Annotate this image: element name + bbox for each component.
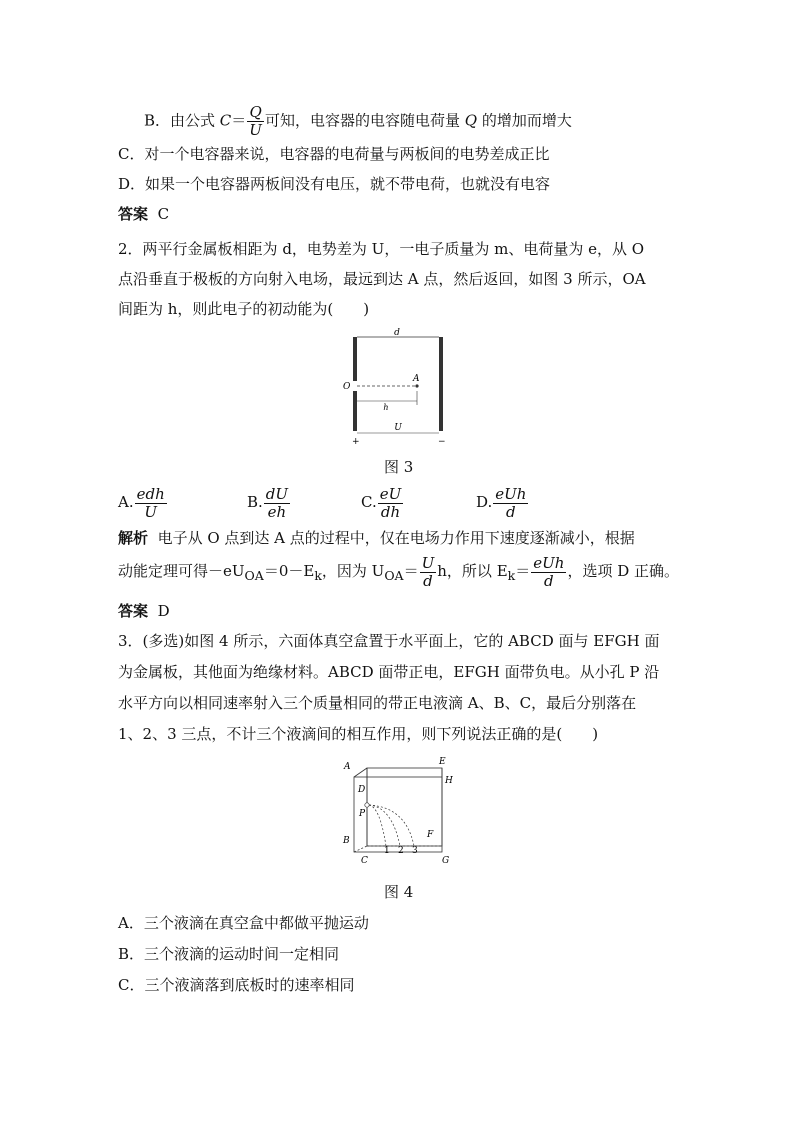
figure-3-capacitor-diagram — [340, 325, 455, 445]
q2-option-c: C. $\frac{eU}{dh}$ — [361, 484, 402, 521]
fig4-label-f: F — [427, 830, 434, 840]
q1-option-b: B．由公式 C＝ $\frac{Q}{U}$ 可知，电容器的电容随电荷量 Q 的增加而增大 — [144, 103, 572, 139]
q2-option-a: A. $\frac{\text{edh}}{U}$ — [118, 484, 165, 521]
fig3-label-a: A — [413, 374, 420, 384]
fig4-label-b: B — [343, 836, 350, 846]
q3-stem-line1: 3．(多选)如图 4 所示，六面体真空盒置于水平面上，它的 ABCD 面与 EFGH 面 — [118, 632, 660, 650]
q3-option-c: C．三个液滴落到底板时的速率相同 — [118, 976, 355, 994]
fig4-label-e: E — [439, 757, 446, 767]
figure-4-caption: 图 4 — [384, 883, 414, 901]
q2-option-b: B. $\frac{dU}{eh}$ — [247, 484, 289, 521]
fig4-point-3: 3 — [412, 846, 418, 856]
fig3-label-minus: − — [438, 437, 446, 445]
q1-option-d: D．如果一个电容器两板间没有电压，就不带电荷，也就没有电容 — [118, 175, 551, 193]
figure-3-caption: 图 3 — [384, 458, 414, 476]
fig3-label-plus: + — [352, 437, 360, 445]
fig3-label-d: d — [394, 328, 400, 338]
fig3-label-u: U — [394, 423, 402, 433]
q3-option-b: B．三个液滴的运动时间一定相同 — [118, 945, 340, 963]
figure-4-box-diagram — [338, 755, 458, 870]
q2-stem-line1: 2．两平行金属板相距为 d，电势差为 U，一电子质量为 m、电荷量为 e，从 O — [118, 240, 645, 258]
q3-option-a: A．三个液滴在真空盒中都做平抛运动 — [118, 914, 369, 932]
fig4-label-h: H — [445, 776, 453, 786]
fig3-label-h: h — [383, 403, 389, 412]
q3-stem-line3: 水平方向以相同速率射入三个质量相同的带正电液滴 A、B、C，最后分别落在 — [118, 694, 637, 712]
fig3-label-o: O — [343, 382, 351, 392]
q2-answer: 答案 D — [118, 602, 170, 620]
q2-option-d: D. $\frac{\text{eUh}}{d}$ — [476, 484, 527, 521]
fig4-label-a: A — [344, 762, 351, 772]
q2-analysis-line2: 动能定理可得$-eU_{OA}=0-E_k$，因为 $U_{OA}=$ $\frac{U}{d}$ h，所以 $E_k=$ $\frac{\text{eUh}}{d}$ ，选项 D 正确。 — [118, 553, 680, 590]
q1-option-c: C．对一个电容器来说，电容器的电荷量与两板间的电势差成正比 — [118, 145, 550, 163]
q1-fraction: $\frac{Q}{U}$ — [249, 103, 262, 139]
fig4-point-1: 1 — [384, 846, 390, 856]
fig4-label-c: C — [361, 856, 368, 866]
q3-stem-line4: 1、2、3 三点，不计三个液滴间的相互作用，则下列说法正确的是( ) — [118, 725, 599, 743]
q2-stem-line3: 间距为 h，则此电子的初动能为( ) — [118, 300, 370, 318]
q2-analysis-line1: 解析 电子从 O 点到达 A 点的过程中，仅在电场力作用下速度逐渐减小，根据 — [118, 529, 635, 547]
fig4-label-g: G — [442, 856, 450, 866]
q2-stem-line2: 点沿垂直于极板的方向射入电场，最远到达 A 点，然后返回，如图 3 所示，OA — [118, 270, 646, 288]
q1-answer: 答案 C — [118, 205, 170, 223]
fig4-point-2: 2 — [398, 846, 404, 856]
q3-stem-line2: 为金属板，其他面为绝缘材料。ABCD 面带正电，EFGH 面带负电。从小孔 P 沿 — [118, 663, 660, 681]
fig4-label-d: D — [358, 785, 366, 795]
fig4-label-p: P — [359, 809, 366, 819]
